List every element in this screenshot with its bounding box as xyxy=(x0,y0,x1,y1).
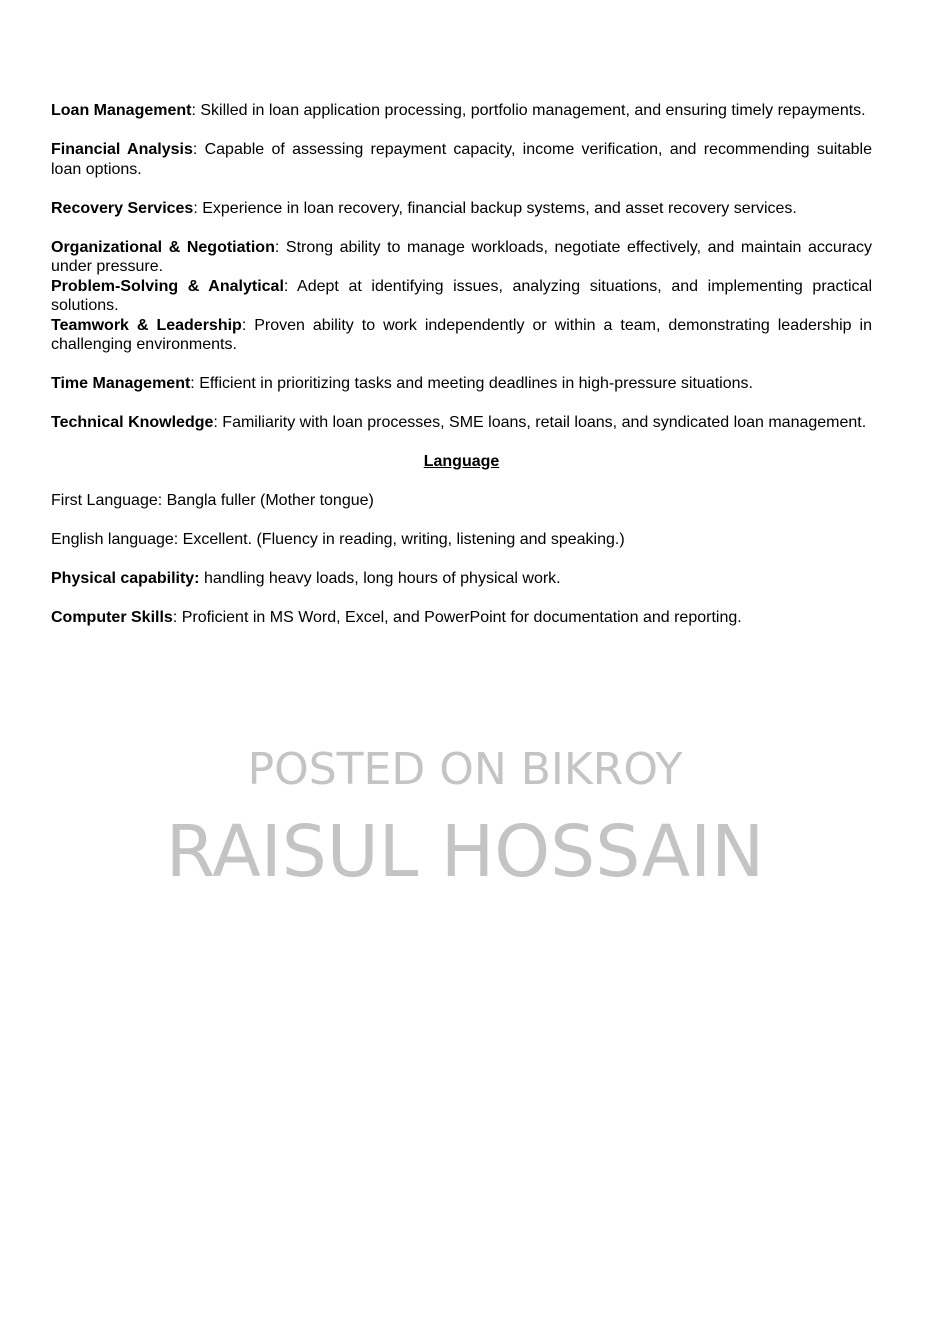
skill-term: Teamwork & Leadership xyxy=(51,316,242,334)
skill-description: : Proven ability to work independently or within a team, demonstrating leadership in challenging environments. xyxy=(51,316,872,353)
skill-term: Loan Management xyxy=(51,102,192,119)
skill-description: : Adept at identifying issues, analyzing situations, and implementing practical solutions. xyxy=(51,277,873,314)
resume-page xyxy=(51,101,872,647)
english-language: English language: Excellent. (Fluency in reading, writing, listening and speaking.) xyxy=(51,531,625,548)
skill-organizational-negotiation xyxy=(51,238,872,277)
skill-teamwork-leadership xyxy=(51,316,872,355)
skill-term: Technical Knowledge xyxy=(51,414,214,431)
skill-time-management xyxy=(51,374,872,394)
skill-loan-management xyxy=(51,101,872,121)
skill-description: : Familiarity with loan processes, SME loans, retail loans, and syndicated loan management. xyxy=(213,414,867,431)
skill-term: Organizational & Negotiation xyxy=(51,238,275,256)
skill-term: Recovery Services xyxy=(51,199,194,217)
skill-description: : Experience in loan recovery, financial backup systems, and asset recovery services. xyxy=(193,199,797,217)
computer-skills xyxy=(51,608,872,628)
computer-description: : Proficient in MS Word, Excel, and PowerPoint for documentation and reporting. xyxy=(172,609,742,626)
physical-description: handling heavy loads, long hours of physical work. xyxy=(199,570,561,587)
physical-term: Physical capability: xyxy=(51,570,200,587)
physical-capability xyxy=(51,569,872,589)
skill-term: Time Management xyxy=(51,375,191,392)
skill-description: : Skilled in loan application processing, portfolio management, and ensuring timely repayments. xyxy=(191,102,866,119)
computer-term: Computer Skills xyxy=(51,609,173,626)
skill-term: Financial Analysis xyxy=(51,141,193,158)
skill-financial-analysis xyxy=(51,140,872,179)
skill-description: : Strong ability to manage workloads, negotiate effectively, and maintain accuracy under pressure. xyxy=(51,238,873,275)
first-language: First Language: Bangla fuller (Mother tongue) xyxy=(51,492,374,509)
skill-description: : Efficient in prioritizing tasks and meeting deadlines in high-pressure situations. xyxy=(190,375,753,392)
watermark-posted-on: POSTED ON BIKROY xyxy=(247,744,683,795)
language-heading: Language xyxy=(423,453,500,470)
watermark-name: RAISUL HOSSAIN xyxy=(165,810,765,893)
skill-recovery-services xyxy=(51,199,872,219)
skill-technical-knowledge xyxy=(51,413,872,433)
skill-problem-solving xyxy=(51,277,872,316)
skill-term: Problem-Solving & Analytical xyxy=(51,277,284,295)
skill-description: : Capable of assessing repayment capacity, income verification, and recommending suitable loan options. xyxy=(51,141,872,178)
